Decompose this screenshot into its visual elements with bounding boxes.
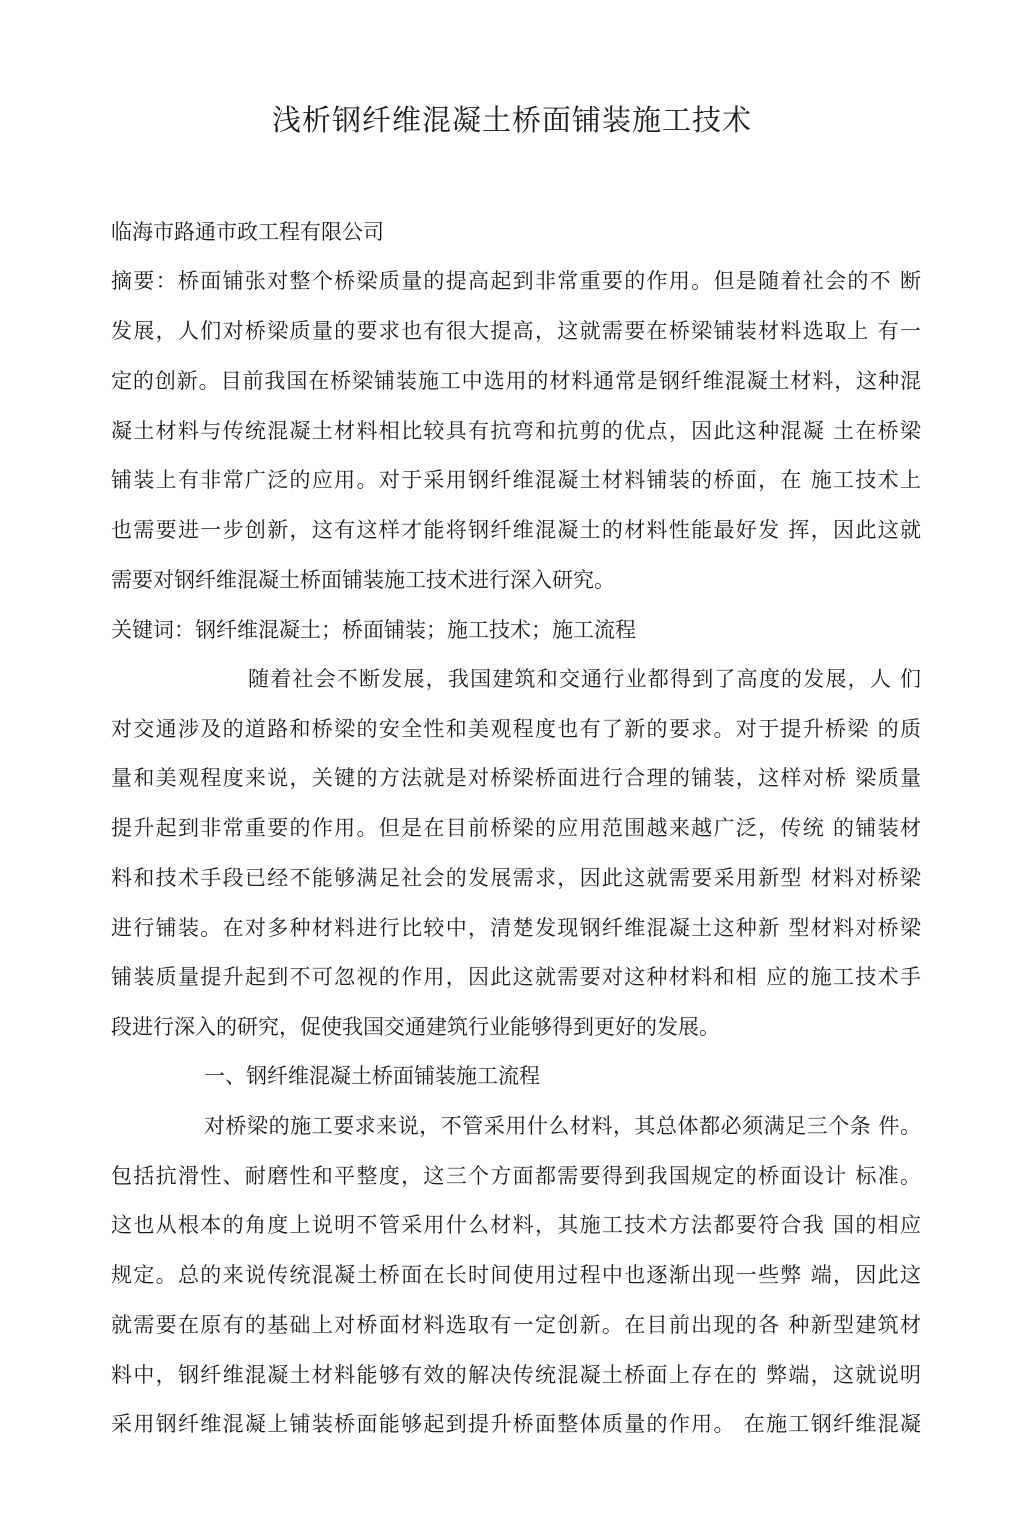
section-line: 规定。总的来说传统混凝土桥面在长时间使用过程中也逐渐出现一些弊 端，因此这	[111, 1263, 921, 1287]
abstract-line: 摘要：桥面铺张对整个桥梁质量的提高起到非常重要的作用。但是随着社会的不 断	[111, 269, 921, 293]
intro-line: 段进行深入的研究，促使我国交通建筑行业能够得到更好的发展。	[111, 1015, 720, 1039]
abstract-line: 也需要进一步创新，这有这样才能将钢纤维混凝土的材料性能最好发 挥，因此这就	[111, 518, 921, 542]
section-line: 就需要在原有的基础上对桥面材料选取有一定创新。在目前出现的各 种新型建筑材	[111, 1313, 921, 1337]
company-name: 临海市路通市政工程有限公司	[111, 220, 384, 244]
section-line: 采用钢纤维混凝上铺装桥面能够起到提升桥面整体质量的作用。 在施工钢纤维混凝	[111, 1412, 921, 1436]
intro-line: 随着社会不断发展，我国建筑和交通行业都得到了高度的发展，人 们	[248, 667, 921, 691]
abstract-line: 铺装上有非常广泛的应用。对于采用钢纤维混凝土材料铺装的桥面，在 施工技术上	[111, 468, 921, 492]
abstract-line: 需要对钢纤维混凝土桥面铺装施工技术进行深入研究。	[111, 568, 615, 592]
keywords-line: 关键词：钢纤维混凝土；桥面铺装；施工技术；施工流程	[111, 618, 636, 642]
abstract-line: 定的创新。目前我国在桥梁铺装施工中选用的材料通常是钢纤维混凝土材料，这种混	[111, 369, 921, 393]
section-line: 对桥梁的施工要求来说，不管采用什么材料，其总体都必须满足三个条 件。	[204, 1114, 921, 1138]
intro-line: 进行铺装。在对多种材料进行比较中，清楚发现钢纤维混凝土这种新 型材料对桥梁	[111, 916, 921, 940]
intro-line: 料和技术手段已经不能够满足社会的发展需求，因此这就需要采用新型 材料对桥梁	[111, 866, 921, 890]
section-line: 包括抗滑性、耐磨性和平整度，这三个方面都需要得到我国规定的桥面设计 标准。	[111, 1164, 921, 1188]
section-line: 料中，钢纤维混凝土材料能够有效的解决传统混凝土桥面上存在的 弊端，这就说明	[111, 1363, 921, 1387]
intro-line: 量和美观程度来说，关键的方法就是对桥梁桥面进行合理的铺装，这样对桥 梁质量	[111, 766, 921, 790]
intro-line: 铺装质量提升起到不可忽视的作用，因此这就需要对这种材料和相 应的施工技术手	[111, 965, 921, 989]
section-heading: 一、钢纤维混凝土桥面铺装施工流程	[204, 1064, 540, 1088]
abstract-line: 凝土材料与传统混凝土材料相比较具有抗弯和抗剪的优点，因此这种混凝 土在桥梁	[111, 419, 921, 443]
intro-line: 对交通涉及的道路和桥梁的安全性和美观程度也有了新的要求。对于提升桥梁 的质	[111, 717, 921, 741]
document-title: 浅析钢纤维混凝土桥面铺装施工技术	[271, 103, 752, 137]
section-line: 这也从根本的角度上说明不管采用什么材料，其施工技术方法都要符合我 国的相应	[111, 1213, 921, 1237]
abstract-line: 发展，人们对桥梁质量的要求也有很大提高，这就需要在桥梁铺装材料选取上 有一	[111, 319, 921, 343]
intro-line: 提升起到非常重要的作用。但是在目前桥梁的应用范围越来越广泛，传统 的铺装材	[111, 816, 921, 840]
